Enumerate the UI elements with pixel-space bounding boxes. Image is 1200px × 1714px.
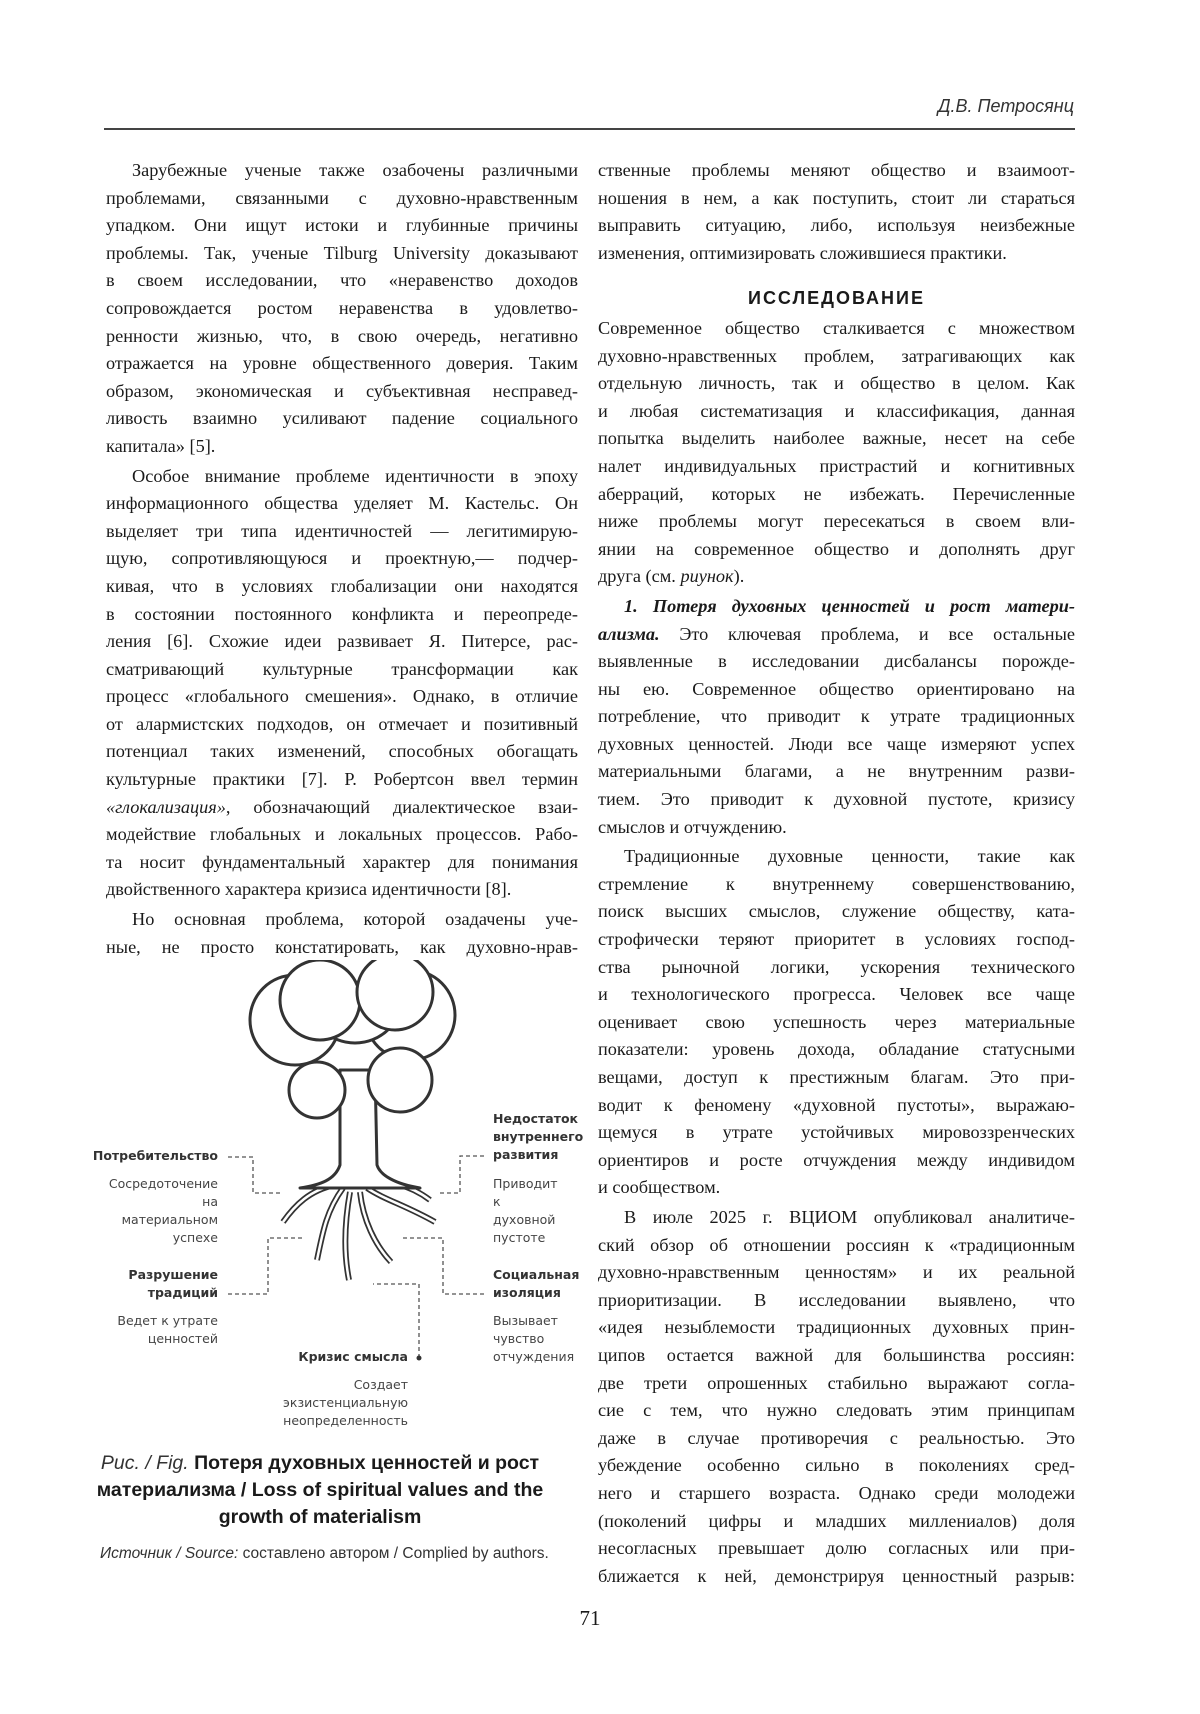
text-line: и технологического прогресса. Человек все чаще [598, 981, 1075, 1009]
text-line: ные, не просто констатировать, как духовно-нрав- [106, 934, 578, 962]
emphasized-text: риунок [680, 566, 733, 586]
label-meaning-title: Кризис смысла [298, 1348, 408, 1366]
text-line: образом, экономическая и субъективная несправед- [106, 378, 578, 406]
text-line: сие с тем, что нужно следовать этим принципам [598, 1397, 1075, 1425]
paragraph [598, 157, 1075, 267]
text-line: та носит фундаментальный характер для понимания [106, 849, 578, 877]
paragraph [598, 843, 1075, 1202]
label-isolation-desc: Вызывает чувство отчуждения [493, 1312, 574, 1366]
page-number: 71 [570, 1606, 610, 1631]
text-line: в своем исследовании, что «неравенство доходов [106, 267, 578, 295]
text-line: и любая систематизация и классификация, данная [598, 398, 1075, 426]
label-development-title: Недостаток внутреннего развития [493, 1110, 583, 1164]
text-line [598, 621, 1075, 649]
text-line: Особое внимание проблеме идентичности в эпоху [106, 463, 578, 491]
text-line: щую, сопротивляющуюся и проектную,— подчер- [106, 545, 578, 573]
text-line: тием. Это приводит к духовной пустоте, кризису [598, 786, 1075, 814]
label-isolation-title: Социальная изоляция [493, 1266, 579, 1302]
paragraph [598, 1204, 1075, 1590]
text-line: ближается к ней, демонстрируя ценностный разрыв: [598, 1563, 1075, 1591]
text-line: проблемами, связанными с духовно-нравственным [106, 185, 578, 213]
source-text: составлено автором / Complied by authors. [238, 1545, 549, 1562]
text-line: «идея незыблемости традиционных духовных прин- [598, 1314, 1075, 1342]
text-line: ны ею. Современное общество ориентировано на [598, 676, 1075, 704]
text-line: ления [6]. Схожие идеи развивает Я. Питерсе, рас- [106, 628, 578, 656]
label-consumerism-desc: Сосредоточение на материальном успехе [109, 1175, 218, 1247]
section-heading: ИССЛЕДОВАНИЕ [598, 285, 1075, 313]
text-line: проблемы. Так, ученые Tilburg University доказывают [106, 240, 578, 268]
emphasized-text: «глокализация» [106, 797, 226, 817]
text-segment: друга (см. [598, 566, 680, 586]
text-line: изменения, оптимизировать сложившиеся практики. [598, 240, 1075, 268]
label-tradition-title: Разрушение традиций [128, 1266, 218, 1302]
text-line: приоритизации. В исследовании выявлено, что [598, 1287, 1075, 1315]
text-line: несогласных превышает долю согласных или при- [598, 1535, 1075, 1563]
text-line: материальными благами, а не внутренним разви- [598, 758, 1075, 786]
text-line: потребление, что приводит к утрате традиционных [598, 703, 1075, 731]
figure-caption [95, 1450, 545, 1531]
text-line [598, 593, 1075, 621]
text-line: вещами, доступ к престижным благам. Это при- [598, 1064, 1075, 1092]
text-line: духовно-нравственных проблем, затрагивающих как [598, 343, 1075, 371]
text-line [598, 563, 1075, 591]
text-line: показатели: уровень дохода, обладание статусными [598, 1036, 1075, 1064]
text-line: выявленные в исследовании дисбалансы порожде- [598, 648, 1075, 676]
text-line: смыслов и отчуждению. [598, 814, 1075, 842]
text-line: Зарубежные ученые также озабочены различными [106, 157, 578, 185]
text-segment: ). [734, 566, 745, 586]
paragraph [598, 315, 1075, 591]
text-line: (поколений цифры и младших миллениалов) доля [598, 1508, 1075, 1536]
text-line: янии на современное общество и дополнять друг [598, 536, 1075, 564]
left-column [106, 157, 578, 963]
text-line: две трети опрошенных стабильно выражают согла- [598, 1370, 1075, 1398]
text-line: ливость взаимно усиливают падение социального [106, 405, 578, 433]
text-line: ренности жизнью, что, в свою очередь, негативно [106, 323, 578, 351]
emphasized-text: 1. Потеря духовных ценностей и рост матери- [624, 596, 1075, 616]
paragraph [106, 906, 578, 961]
label-tradition-desc: Ведет к утрате ценностей [117, 1312, 218, 1348]
caption-title: Потеря духовных ценностей и рост материализма / Loss of spiritual values and the growth of materialism [97, 1452, 543, 1528]
caption-lead: Рис. / Fig. [101, 1452, 189, 1474]
text-line: В июле 2025 г. ВЦИОМ опубликовал аналитиче- [598, 1204, 1075, 1232]
text-line: оценивает свою успешность через материальные [598, 1009, 1075, 1037]
text-line: аберраций, которых не избежать. Перечисленные [598, 481, 1075, 509]
text-line: капитала» [5]. [106, 433, 578, 461]
text-line: ориентиров и росте отчуждения между индивидом [598, 1147, 1075, 1175]
text-line: Но основная проблема, которой озадачены уче- [106, 906, 578, 934]
text-line: выправить ситуацию, либо, используя неизбежные [598, 212, 1075, 240]
text-line: сопровождается ростом неравенства в удовлетво- [106, 295, 578, 323]
text-line: отражается на уровне общественного доверия. Таким [106, 350, 578, 378]
text-line: налет индивидуальных пристрастий и когнитивных [598, 453, 1075, 481]
text-line: выделяет три типа идентичностей — легитимирую- [106, 518, 578, 546]
emphasized-text: ализма. [598, 624, 660, 644]
right-column [598, 157, 1075, 1592]
text-segment: , обозначающий диалектическое взаи- [226, 797, 578, 817]
text-line: стремление к внутреннему совершенствованию, [598, 871, 1075, 899]
paragraph [598, 593, 1075, 841]
text-line: него и старшего возраста. Однако среди молодежи [598, 1480, 1075, 1508]
text-line: ственные проблемы меняют общество и взаимоот- [598, 157, 1075, 185]
text-line: информационного общества уделяет М. Кастельс. Он [106, 490, 578, 518]
text-line: Современное общество сталкивается с множеством [598, 315, 1075, 343]
source-lead: Источник / Source: [100, 1545, 238, 1562]
text-line: ский обзор об отношении россиян к «традиционным [598, 1232, 1075, 1260]
text-segment: Это ключевая проблема, и все остальные [660, 624, 1075, 644]
text-line: от алармистских подходов, он отмечает и позитивный [106, 711, 578, 739]
text-line: в состоянии постоянного конфликта и переопреде- [106, 601, 578, 629]
label-meaning-desc: Создает экзистенциальную неопределенность [283, 1376, 408, 1430]
text-line: отдельную личность, так и общество в целом. Как [598, 370, 1075, 398]
text-line: водит к феномену «духовной пустоты», выражаю- [598, 1092, 1075, 1120]
text-line: процесс «глобального смешения». Однако, в отличие [106, 683, 578, 711]
text-line: духовных ценностей. Люди все чаще измеряют успех [598, 731, 1075, 759]
text-line: поиск высших смыслов, служение обществу, ката- [598, 898, 1075, 926]
text-line: ципов остается важной для большинства россиян: [598, 1342, 1075, 1370]
label-consumerism-title: Потребительство [93, 1147, 218, 1165]
text-line: духовно-нравственным ценностям» и их реальной [598, 1259, 1075, 1287]
text-line: ства рыночной логики, ускорения технического [598, 954, 1075, 982]
text-line: Традиционные духовные ценности, такие как [598, 843, 1075, 871]
text-line: щемуся в утрате устойчивых мировоззренческих [598, 1119, 1075, 1147]
running-head-author: Д.В. Петросянц [938, 96, 1074, 117]
text-line: культурные практики [7]. Р. Робертсон ввел термин [106, 766, 578, 794]
label-development-desc: Приводит к духовной пустоте [493, 1175, 558, 1247]
paragraph [106, 463, 578, 905]
text-line: кивая, что в условиях глобализации они находятся [106, 573, 578, 601]
text-line: даже в случае противоречия с реальностью. Это [598, 1425, 1075, 1453]
text-line: и сообществом. [598, 1174, 1075, 1202]
text-line: сматривающий культурные трансформации как [106, 656, 578, 684]
text-line: убеждение особенно сильно в поколениях сред- [598, 1452, 1075, 1480]
text-line: попытка выделить наиболее важные, несет на себе [598, 425, 1075, 453]
header-rule [104, 128, 1075, 130]
text-line: упадком. Они ищут истоки и глубинные причины [106, 212, 578, 240]
text-line: строфически теряют приоритет в условиях господ- [598, 926, 1075, 954]
text-line: модействие глобальных и локальных процессов. Рабо- [106, 821, 578, 849]
text-line: двойственного характера кризиса идентичности [8]. [106, 876, 578, 904]
text-line: ношения в нем, а как поступить, стоит ли стараться [598, 185, 1075, 213]
text-line: потенциал таких изменений, способных обогащать [106, 738, 578, 766]
figure-source [100, 1545, 580, 1563]
text-line: ниже проблемы могут пересекаться в своем вли- [598, 508, 1075, 536]
text-line [106, 794, 578, 822]
paragraph [106, 157, 578, 461]
figure-tree-diagram [95, 960, 555, 1440]
